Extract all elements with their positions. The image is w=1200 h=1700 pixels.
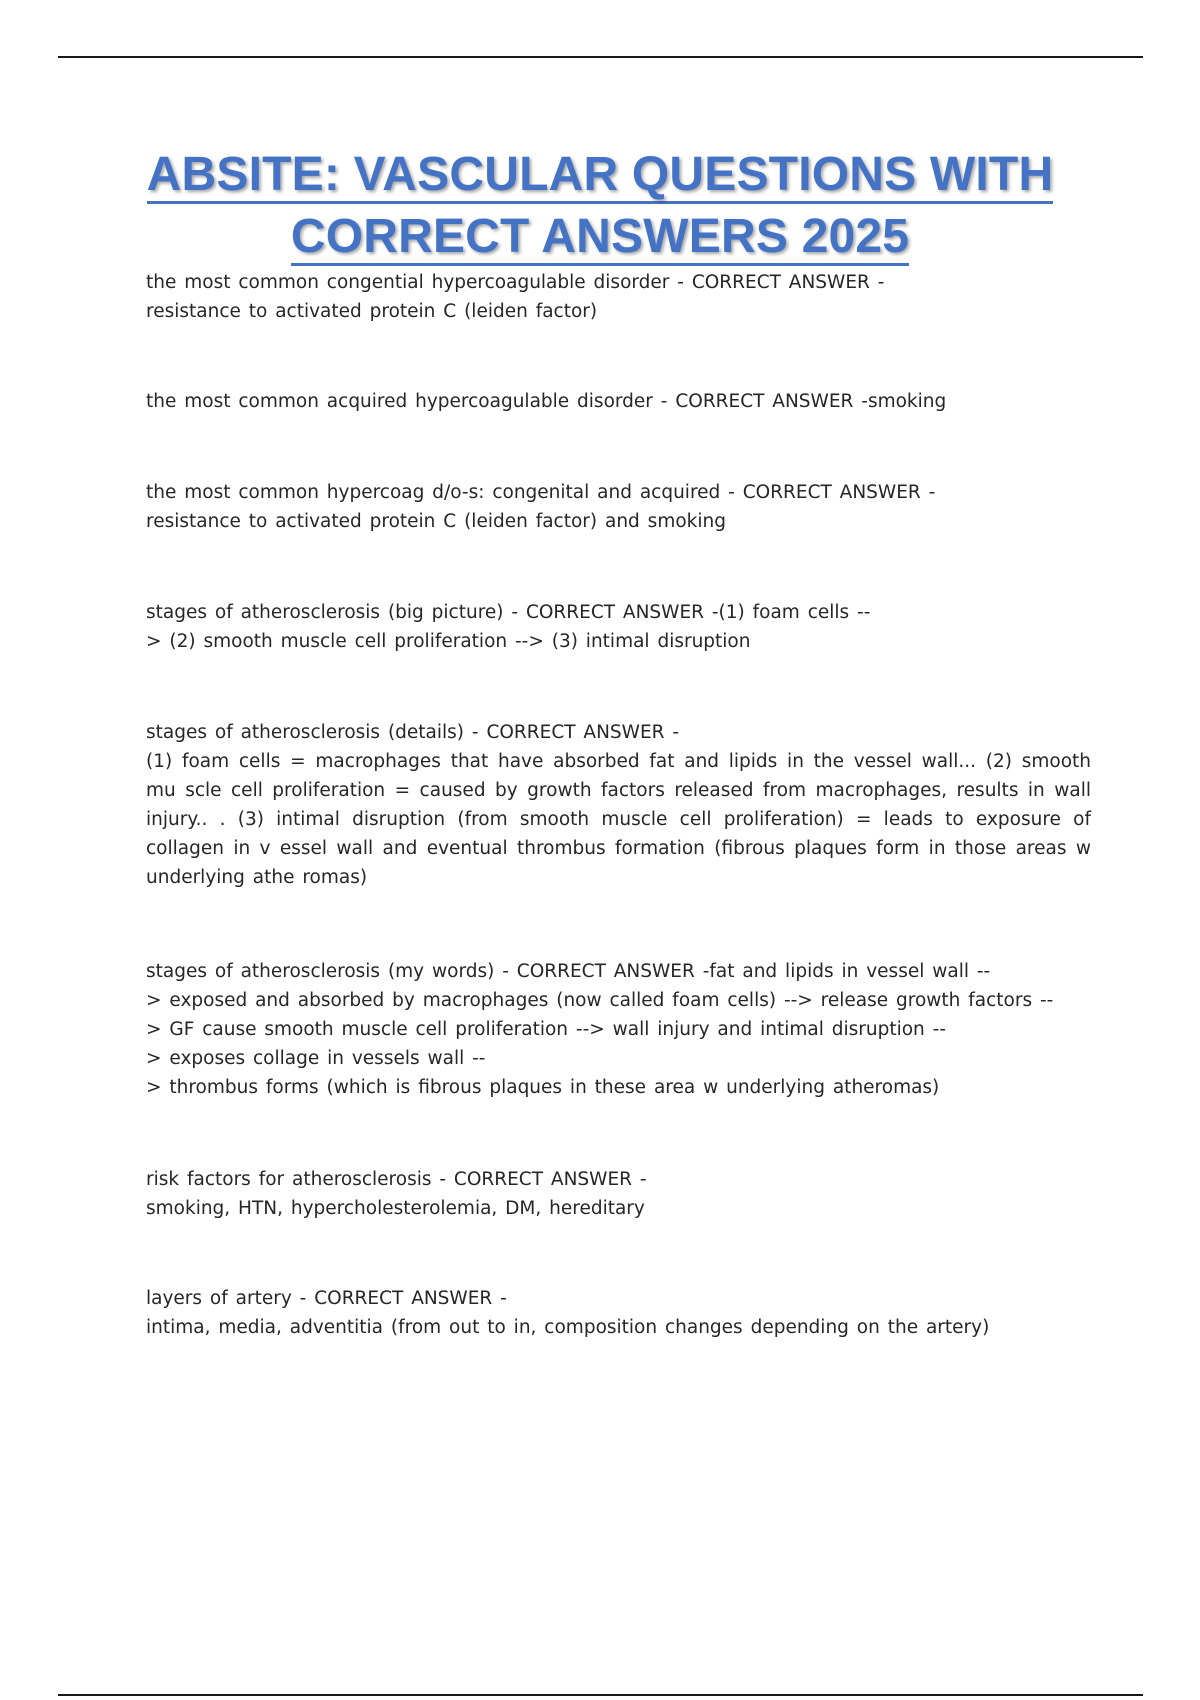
title-line-2: CORRECT ANSWERS 2025 — [100, 206, 1100, 268]
qa-line: the most common acquired hypercoagulable disorder - CORRECT ANSWER -smoking — [146, 391, 947, 412]
qa-entry — [146, 598, 870, 656]
top-rule — [58, 56, 1143, 58]
qa-line: > GF cause smooth muscle cell proliferation --> wall injury and intimal disruption -- — [146, 1019, 947, 1040]
qa-entry — [146, 1284, 989, 1342]
qa-line: risk factors for atherosclerosis - CORRECT ANSWER - — [146, 1169, 647, 1190]
qa-line: stages of atherosclerosis (details) - CORRECT ANSWER - — [146, 722, 680, 743]
qa-line: stages of atherosclerosis (my words) - CORRECT ANSWER -fat and lipids in vessel wall -- — [146, 961, 991, 982]
qa-line: layers of artery - CORRECT ANSWER - — [146, 1288, 507, 1309]
qa-line: intima, media, adventitia (from out to in, composition changes depending on the artery) — [146, 1317, 990, 1338]
qa-answer-body: (1) foam cells = macrophages that have absorbed fat and lipids in the vessel wall... (2) smooth mu scle cell proliferation = caused by growth factors released from macrophages, results in wall injury.. . (3) intimal disruption (from smooth muscle cell proliferation) = leads to exposure of collagen in v essel wall and eventual thrombus formation (fibrous plaques form in those areas w underlying athe romas) — [146, 751, 1091, 888]
qa-line: stages of atherosclerosis (big picture) - CORRECT ANSWER -(1) foam cells -- — [146, 602, 871, 623]
document-title — [100, 144, 1100, 268]
qa-line: > exposes collage in vessels wall -- — [146, 1048, 486, 1069]
qa-line: > (2) smooth muscle cell proliferation --> (3) intimal disruption — [146, 631, 751, 652]
qa-entry — [146, 387, 946, 416]
qa-line: resistance to activated protein C (leiden factor) and smoking — [146, 511, 726, 532]
qa-line: > exposed and absorbed by macrophages (now called foam cells) --> release growth factors -- — [146, 990, 1054, 1011]
qa-line: the most common hypercoag d/o-s: congenital and acquired - CORRECT ANSWER - — [146, 482, 936, 503]
qa-line: the most common congential hypercoagulable disorder - CORRECT ANSWER - — [146, 272, 885, 293]
qa-entry — [146, 478, 935, 536]
qa-entry — [146, 718, 1091, 892]
qa-entry — [146, 268, 884, 326]
qa-entry — [146, 1165, 647, 1223]
qa-line: > thrombus forms (which is fibrous plaques in these area w underlying atheromas) — [146, 1077, 940, 1098]
title-line-1: ABSITE: VASCULAR QUESTIONS WITH — [100, 144, 1100, 206]
qa-line: smoking, HTN, hypercholesterolemia, DM, hereditary — [146, 1198, 645, 1219]
qa-line: resistance to activated protein C (leiden factor) — [146, 301, 598, 322]
bottom-rule — [58, 1694, 1143, 1696]
qa-entry — [146, 957, 1053, 1102]
